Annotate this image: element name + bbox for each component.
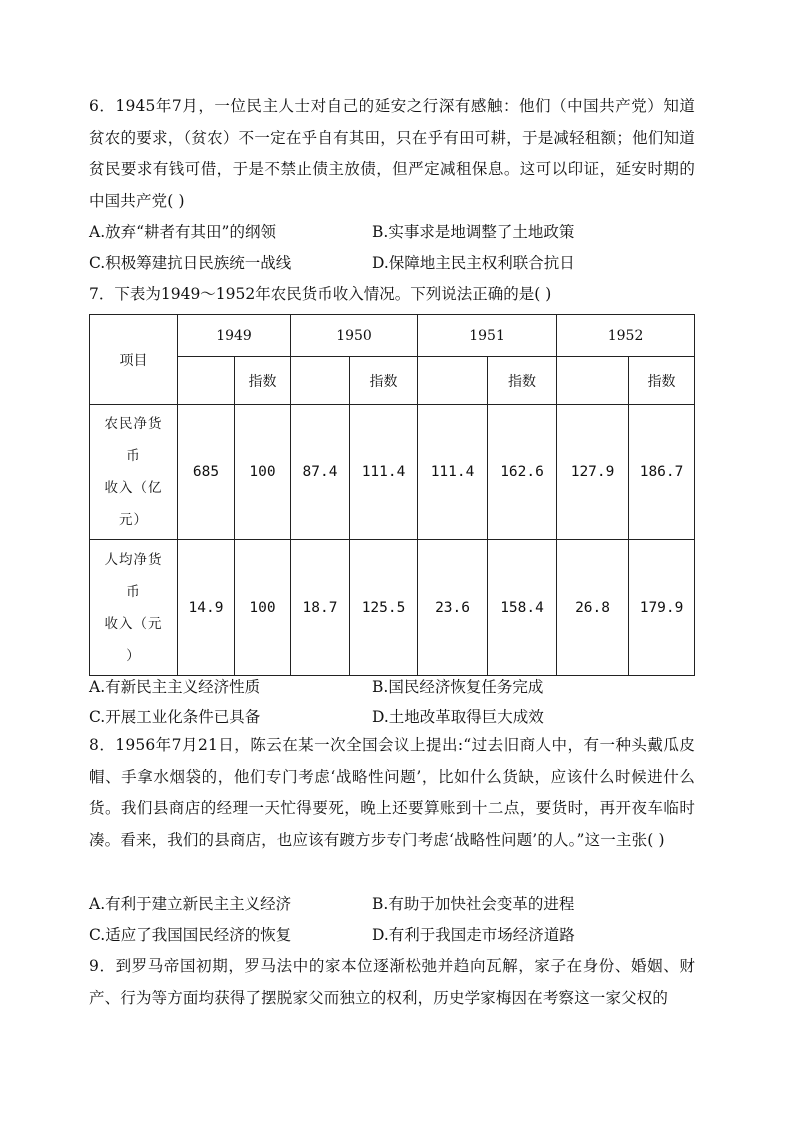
- question-6-stem: 6．1945年7月，一位民主人士对自己的延安之行深有感触：他们（中国共产党）知道贫农的要求，（贫农）不一定在乎自有其田，只在乎有田可耕，于是减轻租额；他们知道贫民要求有钱可借，于是不禁止债主放债，但严定减租保息。这可以印证，延安时期的中国共产党( ): [89, 97, 695, 210]
- table-cell: 18.7: [291, 540, 350, 676]
- table-row: [90, 405, 695, 540]
- table-cell: 125.5: [350, 540, 418, 676]
- question-8-stem: 8．1956年7月21日，陈云在某一次全国会议上提出:“过去旧商人中，有一种头戴瓜皮帽、手拿水烟袋的，他们专门考虑‘战略性问题’，比如什么货缺，应该什么时候进什么货。我们县商店的经理一天忙得要死，晚上还要算账到十二点，要货时，再开夜车临时凑。看来，我们的县商店，也应该有踱方步专门考虑‘战略性问题’的人。”这一主张( ): [89, 736, 695, 849]
- row-label-per-capita-income: 人均净货 币 收入（元 ）: [90, 540, 178, 676]
- index-subheader-1949: 指数: [235, 357, 291, 405]
- row-label-farmer-income: 农民净货 币 收入（亿 元）: [90, 405, 178, 540]
- option-8c[interactable]: C.适应了我国国民经济的恢复: [89, 926, 292, 944]
- year-header-1951: 1951: [418, 315, 557, 357]
- question-7-options-row-1: [89, 672, 695, 702]
- option-6c[interactable]: C.积极筹建抗日民族统一战线: [89, 254, 292, 272]
- question-6-options-row-1: [89, 217, 695, 247]
- index-subheader-1950: 指数: [350, 357, 418, 405]
- value-subheader-1951: [418, 357, 488, 405]
- year-header-1949: 1949: [178, 315, 291, 357]
- table-cell: 26.8: [557, 540, 629, 676]
- value-subheader-1950: [291, 357, 350, 405]
- question-7-options-row-2: [89, 702, 695, 732]
- option-8d[interactable]: D.有利于我国走市场经济道路: [372, 926, 575, 944]
- option-7c[interactable]: C.开展工业化条件已具备: [89, 708, 261, 726]
- table-cell: 158.4: [488, 540, 557, 676]
- option-8a[interactable]: A.有利于建立新民主主义经济: [89, 895, 292, 913]
- index-subheader-1951: 指数: [488, 357, 557, 405]
- year-header-1950: 1950: [291, 315, 418, 357]
- value-subheader-1952: [557, 357, 629, 405]
- table-cell: 186.7: [629, 405, 695, 540]
- option-6b[interactable]: B.实事求是地调整了土地政策: [372, 223, 575, 241]
- question-8-options-row-2: [89, 920, 695, 950]
- index-subheader-1952: 指数: [629, 357, 695, 405]
- table-cell: 111.4: [418, 405, 488, 540]
- question-7-stem: 7．下表为1949～1952年农民货币收入情况。下列说法正确的是( ): [89, 285, 552, 303]
- table-cell: 127.9: [557, 405, 629, 540]
- option-8b[interactable]: B.有助于加快社会变革的进程: [372, 895, 575, 913]
- table-cell: 87.4: [291, 405, 350, 540]
- table-cell: 179.9: [629, 540, 695, 676]
- question-9-stem: 9．到罗马帝国初期，罗马法中的家本位逐渐松弛并趋向瓦解，家子在身份、婚姻、财产、行为等方面均获得了摆脱家父而独立的权利，历史学家梅因在考察这一家父权的: [89, 957, 695, 1007]
- year-header-1952: 1952: [557, 315, 695, 357]
- table-row: [90, 540, 695, 676]
- table-cell: 162.6: [488, 405, 557, 540]
- value-subheader-1949: [178, 357, 235, 405]
- option-7d[interactable]: D.土地改革取得巨大成效: [372, 708, 544, 726]
- table-cell: 100: [235, 540, 291, 676]
- option-6a[interactable]: A.放弃“耕者有其田”的纲领: [89, 223, 276, 241]
- question-6-options-row-2: [89, 248, 695, 278]
- option-7a[interactable]: A.有新民主主义经济性质: [89, 678, 261, 696]
- option-6d[interactable]: D.保障地主民主权利联合抗日: [372, 254, 575, 272]
- table-cell: 111.4: [350, 405, 418, 540]
- table-cell: 23.6: [418, 540, 488, 676]
- table-corner-cell: 项目: [90, 315, 178, 405]
- table-cell: 685: [178, 405, 235, 540]
- income-table: [89, 314, 695, 676]
- question-8-options-row-1: [89, 889, 695, 919]
- question-7-stem-row: [89, 279, 695, 309]
- option-7b[interactable]: B.国民经济恢复任务完成: [372, 678, 544, 696]
- table-cell: 14.9: [178, 540, 235, 676]
- table-cell: 100: [235, 405, 291, 540]
